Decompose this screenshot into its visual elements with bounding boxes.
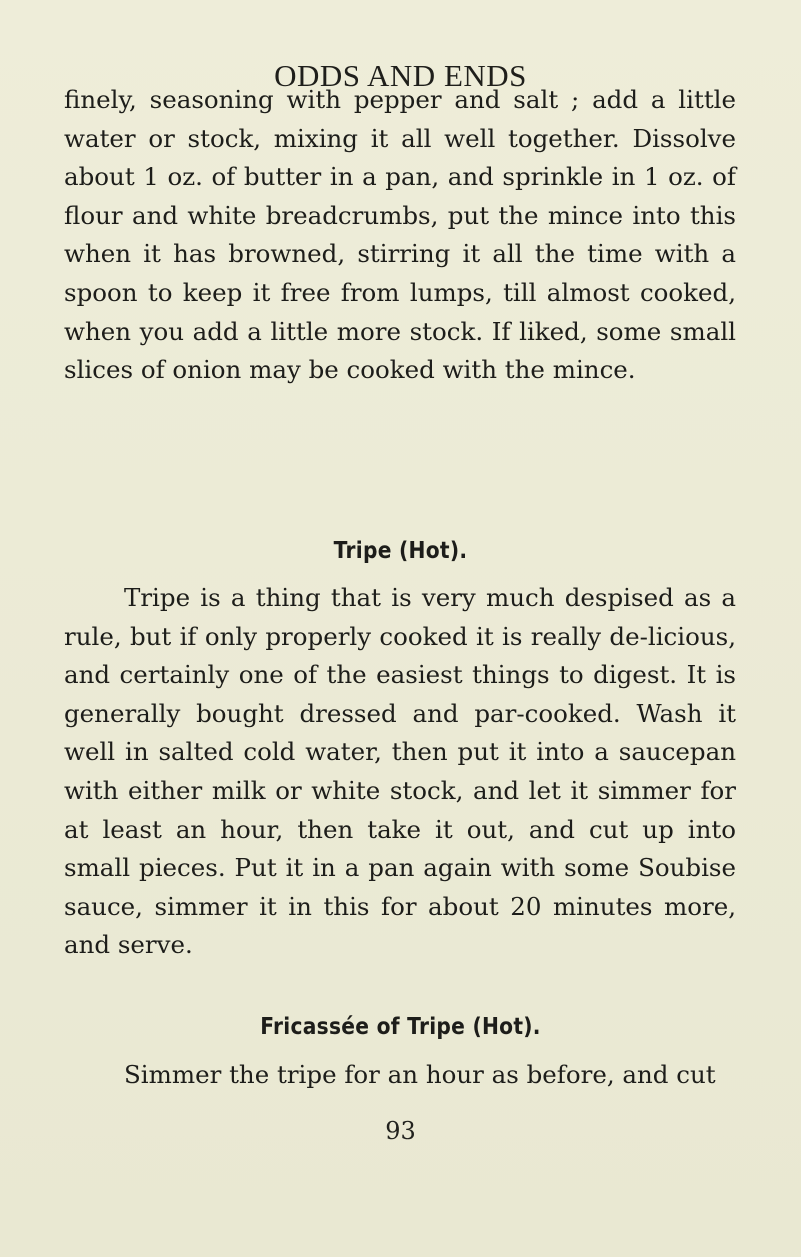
section-body-fricassee: Simmer the tripe for an hour as before, and cut xyxy=(124,1060,716,1089)
section-heading-fricassee: Fricassée of Tripe (Hot). xyxy=(260,1014,541,1040)
running-head: ODDS AND ENDS xyxy=(274,58,527,93)
page-number: 93 xyxy=(385,1117,416,1145)
section-heading-tripe: Tripe (Hot). xyxy=(333,538,468,564)
continued-paragraph: finely, seasoning with pepper and salt ; add a little water or stock, mixing it all well together. Dissolve about 1 oz. of butter in a pan, and sprinkle in 1 oz. of flour and white breadcrumbs, put the mince into this when it has browned, stirring it all the time with a spoon to keep it free from lumps, till almost cooked, when you add a little more stock. If liked, some small slices of onion may be cooked with the mince. xyxy=(64,85,736,385)
section-body-tripe: Tripe is a thing that is very much despised as a rule, but if only properly cooked it is really de-licious, and certainly one of the easiest things to digest. It is generally bought dressed and par-cooked. Wash it well in salted cold water, then put it into a saucepan with either milk or white stock, and let it simmer for at least an hour, then take it out, and cut up into small pieces. Put it in a pan again with some Soubise sauce, simmer it in this for about 20 minutes more, and serve. xyxy=(64,583,736,960)
